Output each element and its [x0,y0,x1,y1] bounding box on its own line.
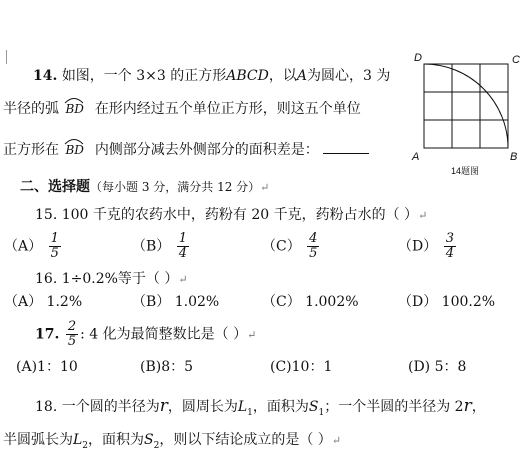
q15-option-a[interactable]: （A） $\frac{1}{5}$ [4,231,59,261]
q18-line2: 半圆弧长为$L_2$，面积为$S_2$，则以下结论成立的是（ ）↵ [3,432,342,451]
section-2-heading: 二、选择题（每小题 3 分，满分共 12 分）↵ [20,179,270,195]
label-b: B [510,151,518,163]
q15-option-c[interactable]: （C） $\frac{4}{5}$ [262,231,318,261]
fraction: $\frac{3}{4}$ [445,231,454,261]
margin-mark [6,50,7,64]
q17-option-b[interactable]: (B)8：5 [140,359,194,375]
q16-option-a[interactable]: （A） 1.2% [4,294,83,310]
fraction: $\frac{4}{5}$ [309,231,318,261]
label-c: C [512,54,520,66]
arc-bd-symbol-2: BD [63,137,85,159]
arc-mark-icon [63,137,85,145]
figure-14 [410,50,520,180]
q15-stem: 15. 100 千克的农药水中，药粉有 20 千克，药粉占水的（ ）↵ [35,207,428,223]
arc-mark-icon [63,96,85,104]
fraction: $\frac{1}{5}$ [50,231,59,261]
square-outline [424,64,508,148]
q14-number: 14. [33,68,58,84]
answer-blank[interactable] [323,139,369,154]
q18-line1: 18. 一个圆的半径为r，圆周长为$L_1$，面积为$S_1$；一个半圆的半径为 2r， [35,396,486,418]
section-note: （每小题 3 分，满分共 12 分） [90,180,261,194]
q16-stem: 16. 1÷0.2%等于（ ）↵ [35,271,188,287]
q16-option-c[interactable]: （C） 1.002% [262,294,359,310]
arc-bd [424,64,508,148]
q17-stem: 17. $\frac{2}{5}$ : 4 化为最简整数比是（ ）↵ [35,319,257,349]
section-title: 二、选择题 [20,179,90,195]
q14-line1: 14. 如图，一个 3×3 的正方形ABCD，以A为圆心，3 为 [33,68,391,84]
label-d: D [414,52,422,64]
q14-line3: 正方形在 BD 内侧部分减去外侧部分的面积差是： [3,137,369,159]
fraction: $\frac{2}{5}$ [67,319,77,349]
q17-option-c[interactable]: (C)10：1 [270,359,333,375]
q17-option-d[interactable]: (D) 5：8 [408,359,467,375]
fraction: $\frac{1}{4}$ [178,231,188,261]
label-a: A [412,151,420,163]
q15-option-d[interactable]: （D） $\frac{3}{4}$ [398,231,454,261]
q14-line2: 半径的弧 BD 在形内经过五个单位正方形，则这五个单位 [3,96,361,118]
arc-bd-symbol: BD [63,96,85,118]
square-grid-figure [410,50,520,180]
q17-option-a[interactable]: (A)1：10 [16,359,78,375]
q16-option-b[interactable]: （B） 1.02% [132,294,220,310]
q15-option-b[interactable]: （B） $\frac{1}{4}$ [132,231,188,261]
q16-option-d[interactable]: （D） 100.2% [398,294,496,310]
figure-caption: 14题图 [451,166,480,176]
